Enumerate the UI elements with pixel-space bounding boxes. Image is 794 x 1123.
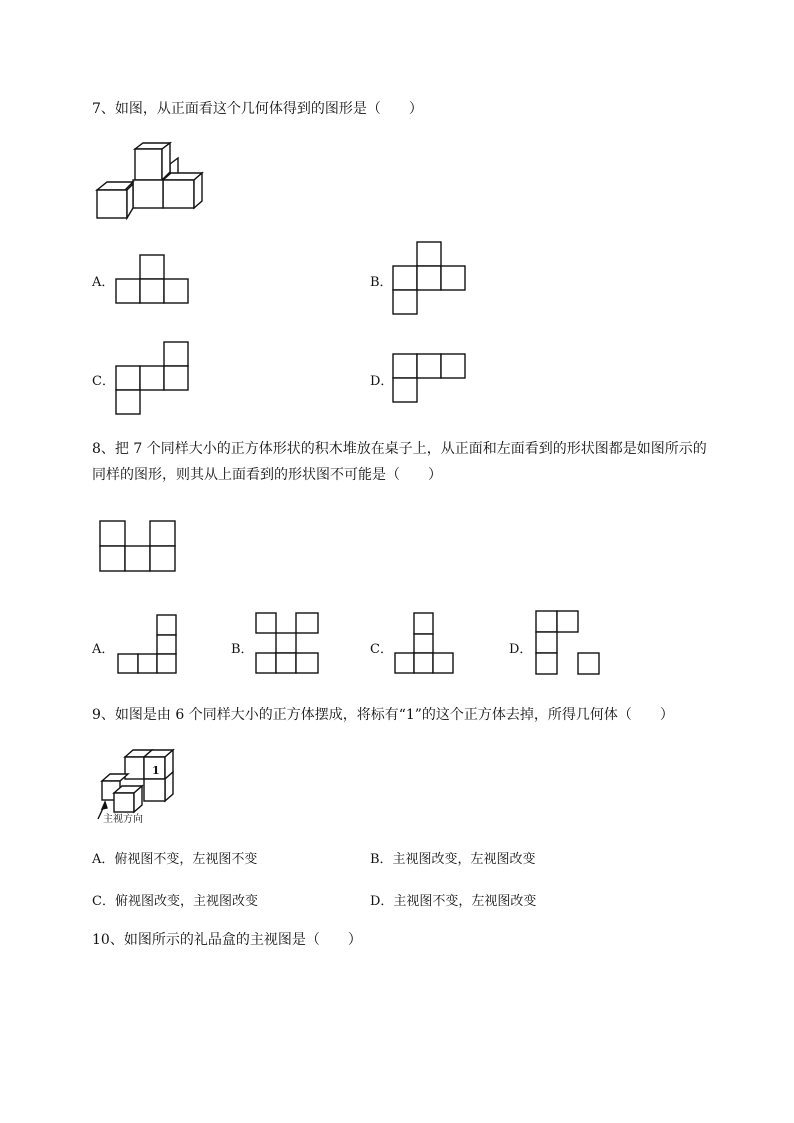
q9-option-b[interactable]: B．主视图改变，左视图改变 <box>370 852 536 867</box>
q8-option-d-figure[interactable] <box>535 610 603 676</box>
q7-option-d-label[interactable]: D． <box>370 374 394 389</box>
q8-option-b-figure[interactable] <box>255 612 321 676</box>
q8-option-b-label[interactable]: B． <box>231 642 254 657</box>
q7-option-c-figure[interactable] <box>115 341 191 417</box>
question-8-stem-line-1: 8、把 7 个同样大小的正方体形状的积木堆放在桌子上，从正面和左面看到的形状图都是如图所示的 <box>92 441 707 457</box>
question-8-stem-line-2: 同样的图形，则其从上面看到的形状图不可能是（ ） <box>92 467 442 483</box>
q7-option-b-figure[interactable] <box>392 241 468 317</box>
q7-option-c-label[interactable]: C． <box>92 374 115 389</box>
q8-option-a-figure[interactable] <box>117 614 179 676</box>
q8-option-a-label[interactable]: A． <box>92 642 115 657</box>
q8-option-c-figure[interactable] <box>394 612 456 676</box>
q9-option-a[interactable]: A．俯视图不变，左视图不变 <box>92 852 258 867</box>
q9-option-d[interactable]: D．主视图不变，左视图改变 <box>370 894 537 909</box>
question-9-stem: 9、如图是由 6 个同样大小的正方体摆成，将标有“1”的这个正方体去掉，所得几何体（ ） <box>92 707 674 723</box>
question-7-stem: 7、如图，从正面看这个几何体得到的图形是（ ） <box>92 101 423 117</box>
q8-option-c-label[interactable]: C． <box>370 642 393 657</box>
q7-solid-figure <box>90 140 210 222</box>
q8-view-figure <box>99 520 177 572</box>
q8-option-d-label[interactable]: D． <box>509 642 533 657</box>
cube-label-1: 1 <box>152 764 160 777</box>
q9-direction-label: 主视方向 <box>103 814 143 825</box>
q7-option-b-label[interactable]: B． <box>370 275 393 290</box>
q7-option-d-figure[interactable] <box>392 353 468 405</box>
question-10-stem: 10、如图所示的礼品盒的主视图是（ ） <box>92 932 362 948</box>
q7-option-a-label[interactable]: A． <box>92 275 115 290</box>
q7-option-a-figure[interactable] <box>115 254 191 304</box>
q9-option-c[interactable]: C．俯视图改变，主视图改变 <box>92 894 258 909</box>
